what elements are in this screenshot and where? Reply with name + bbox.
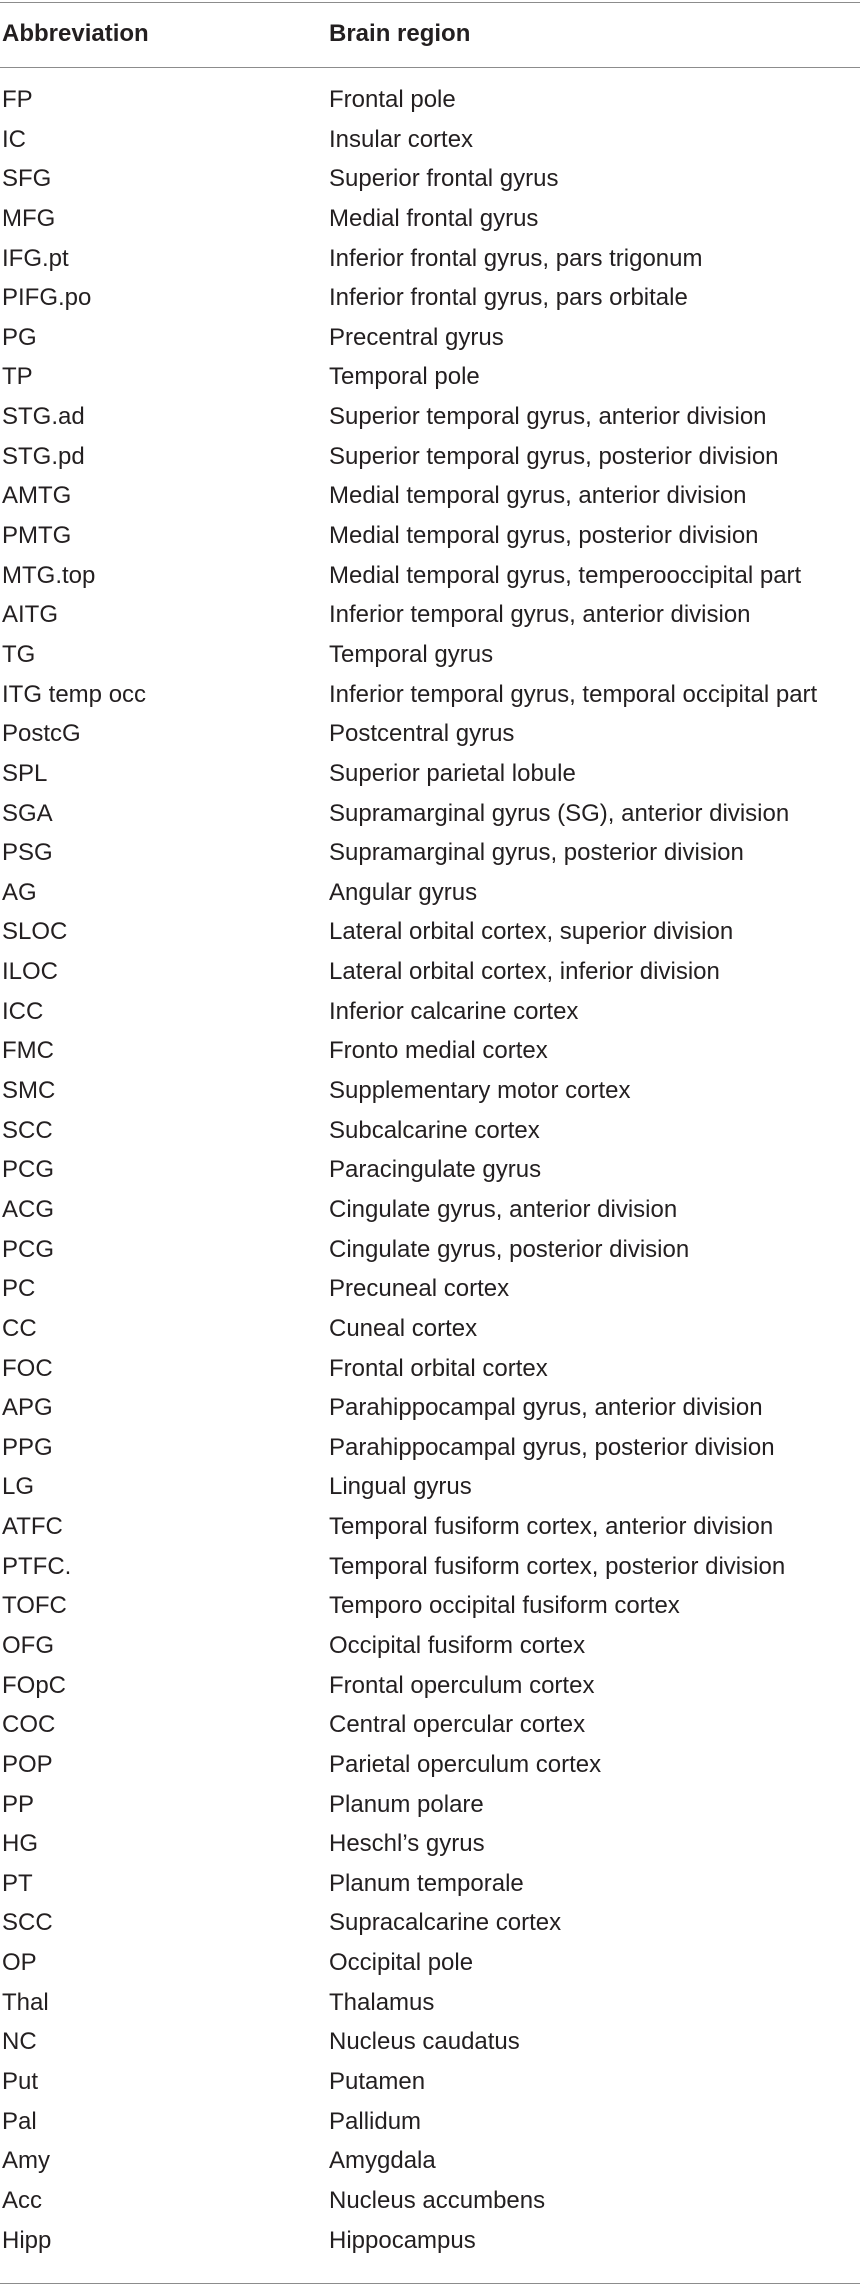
abbreviation-cell: SLOC — [2, 918, 68, 946]
abbreviation-cell: PTFC. — [2, 1552, 72, 1580]
abbreviation-cell: OP — [2, 1949, 37, 1977]
table-row — [0, 1905, 860, 1945]
brain-region-cell: Central opercular cortex — [329, 1711, 586, 1739]
abbreviation-cell: FOC — [2, 1354, 53, 1382]
brain-region-cell: Cuneal cortex — [329, 1314, 478, 1342]
table-row — [0, 439, 860, 479]
table-row — [0, 1588, 860, 1628]
brain-region-cell: Angular gyrus — [329, 878, 478, 906]
table-row — [0, 1747, 860, 1787]
brain-region-cell: Paracingulate gyrus — [329, 1156, 542, 1184]
table-row — [0, 716, 860, 756]
table-row — [0, 1351, 860, 1391]
abbreviation-cell: MTG.top — [2, 561, 96, 589]
table-row — [0, 280, 860, 320]
table-row — [0, 2223, 860, 2263]
abbreviation-cell: CC — [2, 1314, 37, 1342]
abbreviation-cell: Acc — [2, 2186, 43, 2214]
brain-region-cell: Medial frontal gyrus — [329, 204, 539, 232]
brain-region-cell: Thalamus — [329, 1988, 435, 2016]
abbreviation-cell: HG — [2, 1830, 38, 1858]
brain-region-cell: Insular cortex — [329, 125, 474, 153]
brain-region-cell: Inferior temporal gyrus, temporal occipital part — [329, 680, 818, 708]
abbreviation-cell: Pal — [2, 2107, 37, 2135]
abbreviation-cell: NC — [2, 2028, 37, 2056]
abbreviation-cell: PSG — [2, 839, 53, 867]
abbreviation-cell: PIFG.po — [2, 284, 92, 312]
brain-region-cell: Medial temporal gyrus, anterior division — [329, 482, 747, 510]
abbreviation-cell: AG — [2, 878, 37, 906]
abbreviation-cell: Hipp — [2, 2226, 52, 2254]
brain-region-cell: Temporal pole — [329, 363, 480, 391]
abbreviation-cell: PC — [2, 1275, 36, 1303]
table-row — [0, 1668, 860, 1708]
table-row — [0, 241, 860, 281]
brain-region-cell: Fronto medial cortex — [329, 1037, 548, 1065]
brain-region-cell: Inferior temporal gyrus, anterior division — [329, 601, 751, 629]
table-row — [0, 518, 860, 558]
abbreviation-cell: ATFC — [2, 1513, 63, 1541]
table-header-rule — [0, 67, 860, 68]
brain-region-cell: Lingual gyrus — [329, 1473, 472, 1501]
table-row — [0, 359, 860, 399]
brain-region-cell: Frontal pole — [329, 86, 456, 113]
abbreviation-cell: IC — [2, 125, 26, 153]
brain-region-cell: Planum temporale — [329, 1869, 524, 1897]
abbreviation-cell: ICC — [2, 997, 44, 1025]
brain-region-cell: Inferior calcarine cortex — [329, 997, 579, 1025]
table-body — [0, 82, 860, 2262]
brain-region-cell: Inferior frontal gyrus, pars trigonum — [329, 244, 703, 272]
brain-region-cell: Occipital pole — [329, 1949, 474, 1977]
brain-region-cell: Superior frontal gyrus — [329, 165, 559, 193]
table-row — [0, 2183, 860, 2223]
brain-region-cell: Nucleus caudatus — [329, 2028, 520, 2056]
table-row — [0, 1985, 860, 2025]
brain-region-cell: Putamen — [329, 2068, 426, 2096]
abbreviation-cell: SGA — [2, 799, 53, 827]
abbreviation-cell: FP — [2, 86, 33, 113]
table-row — [0, 1826, 860, 1866]
table-row — [0, 1192, 860, 1232]
table-header — [0, 14, 860, 54]
table-row — [0, 1707, 860, 1747]
abbreviation-cell: SPL — [2, 759, 48, 787]
table-row — [0, 161, 860, 201]
table-row — [0, 994, 860, 1034]
abbreviation-cell: Put — [2, 2068, 39, 2096]
brain-region-cell: Pallidum — [329, 2107, 422, 2135]
table-row — [0, 399, 860, 439]
table-row — [0, 1945, 860, 1985]
abbreviation-cell: SMC — [2, 1077, 56, 1105]
brain-region-cell: Medial temporal gyrus, posterior division — [329, 522, 759, 550]
table-row — [0, 756, 860, 796]
brain-region-cell: Frontal orbital cortex — [329, 1354, 548, 1382]
brain-region-cell: Inferior frontal gyrus, pars orbitale — [329, 284, 688, 312]
abbreviation-cell: AMTG — [2, 482, 72, 510]
abbreviation-cell: Thal — [2, 1988, 49, 2016]
abbreviation-cell: POP — [2, 1750, 53, 1778]
brain-region-cell: Parahippocampal gyrus, posterior division — [329, 1433, 775, 1461]
table-row — [0, 677, 860, 717]
table-row — [0, 1430, 860, 1470]
brain-region-cell: Precuneal cortex — [329, 1275, 510, 1303]
brain-region-cell: Nucleus accumbens — [329, 2186, 546, 2214]
table-row — [0, 954, 860, 994]
table-row — [0, 82, 860, 122]
table-row — [0, 1390, 860, 1430]
brain-region-cell: Occipital fusiform cortex — [329, 1631, 586, 1659]
brain-region-cell: Postcentral gyrus — [329, 720, 515, 748]
table-row — [0, 1271, 860, 1311]
brain-region-cell: Hippocampus — [329, 2226, 476, 2254]
brain-region-cell: Supramarginal gyrus, posterior division — [329, 839, 744, 867]
abbreviation-cell: MFG — [2, 204, 56, 232]
abbreviation-cell: ACG — [2, 1195, 55, 1223]
abbreviation-cell: TP — [2, 363, 33, 391]
table-row — [0, 1549, 860, 1589]
table-row — [0, 1113, 860, 1153]
brain-region-cell: Temporal gyrus — [329, 640, 494, 668]
abbreviation-cell: AITG — [2, 601, 59, 629]
abbreviation-cell: TOFC — [2, 1592, 67, 1620]
brain-region-cell: Cingulate gyrus, posterior division — [329, 1235, 690, 1263]
abbreviation-cell: TG — [2, 640, 36, 668]
brain-region-cell: Precentral gyrus — [329, 323, 504, 351]
brain-region-cell: Heschl’s gyrus — [329, 1830, 485, 1858]
table-row — [0, 2143, 860, 2183]
table-row — [0, 201, 860, 241]
table-row — [0, 1787, 860, 1827]
header-abbreviation: Abbreviation — [2, 20, 149, 47]
brain-region-cell: Planum polare — [329, 1790, 484, 1818]
abbreviation-cell: PPG — [2, 1433, 53, 1461]
table-row — [0, 1469, 860, 1509]
abbreviation-cell: FOpC — [2, 1671, 67, 1699]
table-row — [0, 1152, 860, 1192]
abbreviation-cell: LG — [2, 1473, 35, 1501]
brain-region-cell: Supramarginal gyrus (SG), anterior division — [329, 799, 790, 827]
abbreviation-cell: ILOC — [2, 958, 59, 986]
brain-region-cell: Medial temporal gyrus, temperooccipital part — [329, 561, 802, 589]
table-row — [0, 1509, 860, 1549]
table-row — [0, 558, 860, 598]
table-row — [0, 1033, 860, 1073]
table-row — [0, 796, 860, 836]
table-row — [0, 875, 860, 915]
abbreviation-cell: APG — [2, 1394, 53, 1422]
abbreviation-cell: COC — [2, 1711, 56, 1739]
table-row — [0, 478, 860, 518]
brain-region-cell: Temporal fusiform cortex, anterior division — [329, 1513, 774, 1541]
brain-region-cell: Lateral orbital cortex, superior division — [329, 918, 734, 946]
brain-region-cell: Superior parietal lobule — [329, 759, 576, 787]
brain-region-cell: Subcalcarine cortex — [329, 1116, 540, 1144]
abbreviation-cell: IFG.pt — [2, 244, 69, 272]
abbreviation-cell: PCG — [2, 1235, 55, 1263]
table-bottom-rule — [0, 2283, 860, 2284]
abbreviation-cell: SFG — [2, 165, 52, 193]
table-row — [0, 1311, 860, 1351]
table-row — [0, 2024, 860, 2064]
abbreviation-cell: PP — [2, 1790, 35, 1818]
table-row — [0, 2104, 860, 2144]
table-row — [0, 122, 860, 162]
table-row — [0, 320, 860, 360]
brain-region-cell: Supplementary motor cortex — [329, 1077, 631, 1105]
brain-region-cell: Superior temporal gyrus, anterior division — [329, 403, 767, 431]
abbreviation-cell: Amy — [2, 2147, 50, 2175]
abbreviation-cell: SCC — [2, 1116, 53, 1144]
brain-region-cell: Lateral orbital cortex, inferior division — [329, 958, 720, 986]
table-row — [0, 637, 860, 677]
abbreviation-cell: PT — [2, 1869, 33, 1897]
table-row — [0, 1232, 860, 1272]
brain-region-cell: Cingulate gyrus, anterior division — [329, 1195, 678, 1223]
abbreviation-cell: STG.ad — [2, 403, 85, 431]
table-row — [0, 835, 860, 875]
table-top-rule — [0, 2, 860, 3]
abbreviation-cell: PG — [2, 323, 37, 351]
brain-region-cell: Temporal fusiform cortex, posterior division — [329, 1552, 786, 1580]
brain-region-cell: Frontal operculum cortex — [329, 1671, 595, 1699]
abbreviation-cell: STG.pd — [2, 442, 85, 470]
table-row — [0, 2064, 860, 2104]
abbreviation-cell: PMTG — [2, 522, 72, 550]
brain-region-cell: Parahippocampal gyrus, anterior division — [329, 1394, 763, 1422]
brain-region-cell: Parietal operculum cortex — [329, 1750, 602, 1778]
abbreviation-cell: PCG — [2, 1156, 55, 1184]
abbreviation-cell: ITG temp occ — [2, 680, 147, 708]
header-brain-region: Brain region — [329, 20, 471, 47]
brain-region-cell: Temporo occipital fusiform cortex — [329, 1592, 680, 1620]
abbreviation-cell: SCC — [2, 1909, 53, 1937]
table-row — [0, 914, 860, 954]
abbreviation-cell: FMC — [2, 1037, 54, 1065]
abbreviation-cell: PostcG — [2, 720, 81, 748]
table-row — [0, 1628, 860, 1668]
brain-region-cell: Superior temporal gyrus, posterior division — [329, 442, 779, 470]
table-row — [0, 1073, 860, 1113]
abbreviation-cell: OFG — [2, 1631, 54, 1659]
brain-region-cell: Supracalcarine cortex — [329, 1909, 562, 1937]
table-row — [0, 597, 860, 637]
brain-region-cell: Amygdala — [329, 2147, 436, 2175]
table-row — [0, 1866, 860, 1906]
